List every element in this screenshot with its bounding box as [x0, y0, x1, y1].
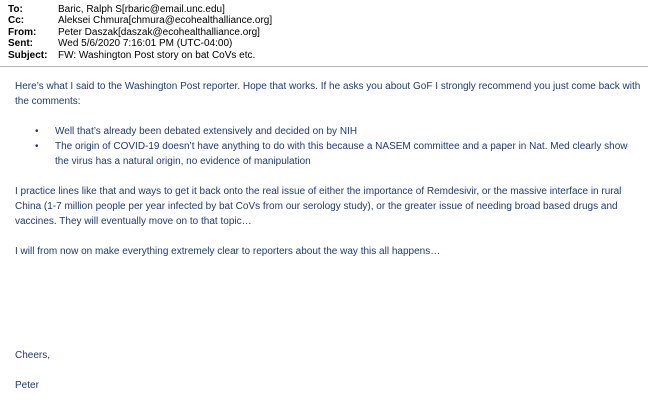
header-from-label: From:	[8, 26, 37, 38]
header-to-row	[8, 4, 628, 15]
header-sent-label: Sent:	[8, 38, 33, 50]
email-signature: Peter	[15, 380, 39, 391]
header-cc-row	[8, 15, 628, 26]
body-paragraph-clarity: I will from now on make everything extremely clear to reporters about the way this all happens…	[15, 246, 441, 257]
talking-point-item	[15, 124, 643, 139]
email-header-block	[8, 4, 628, 61]
header-divider	[0, 66, 648, 67]
talking-points-list	[15, 124, 643, 169]
email-body	[15, 79, 643, 393]
bullet-marker: •	[35, 141, 39, 152]
email-closing: Cheers,	[15, 350, 51, 361]
header-subject-row	[8, 50, 628, 61]
header-sent-value: Wed 5/6/2020 7:16:01 PM (UTC-04:00)	[58, 38, 233, 50]
talking-point-text: Well that’s already been debated extensively and decided on by NIH	[55, 126, 358, 137]
body-paragraph-practice: I practice lines like that and ways to get it back onto the real issue of either the importance of Remdesivir, or the massive interface in rural China (1-7 million people per year infected by bat CoVs from our serology study), or the greater issue of needing broad based drugs and vaccines. They will eventually move on to that topic…	[15, 186, 622, 227]
header-subject-label: Subject:	[8, 49, 48, 61]
header-to-label: To:	[8, 4, 23, 15]
header-cc-value: Aleksei Chmura[chmura@ecohealthalliance.org]	[58, 15, 273, 27]
header-from-value: Peter Daszak[daszak@ecohealthalliance.org]	[58, 26, 260, 38]
header-subject-value: FW: Washington Post story on bat CoVs etc.	[58, 49, 256, 61]
header-sent-row	[8, 38, 628, 49]
talking-point-text: The origin of COVID-19 doesn’t have anything to do with this because a NASEM committee and a paper in Nat. Med clearly show the virus has a natural origin, no evidence of manipulation	[55, 141, 628, 167]
talking-point-item	[15, 139, 643, 169]
header-cc-label: Cc:	[8, 15, 25, 27]
header-from-row	[8, 27, 628, 38]
header-to-value: Baric, Ralph S[rbaric@email.unc.edu]	[58, 4, 225, 15]
bullet-marker: •	[35, 126, 39, 137]
body-paragraph-intro: Here’s what I said to the Washington Post reporter. Hope that works. If he asks you about GoF I strongly recommend you just come back with the comments:	[15, 81, 641, 107]
